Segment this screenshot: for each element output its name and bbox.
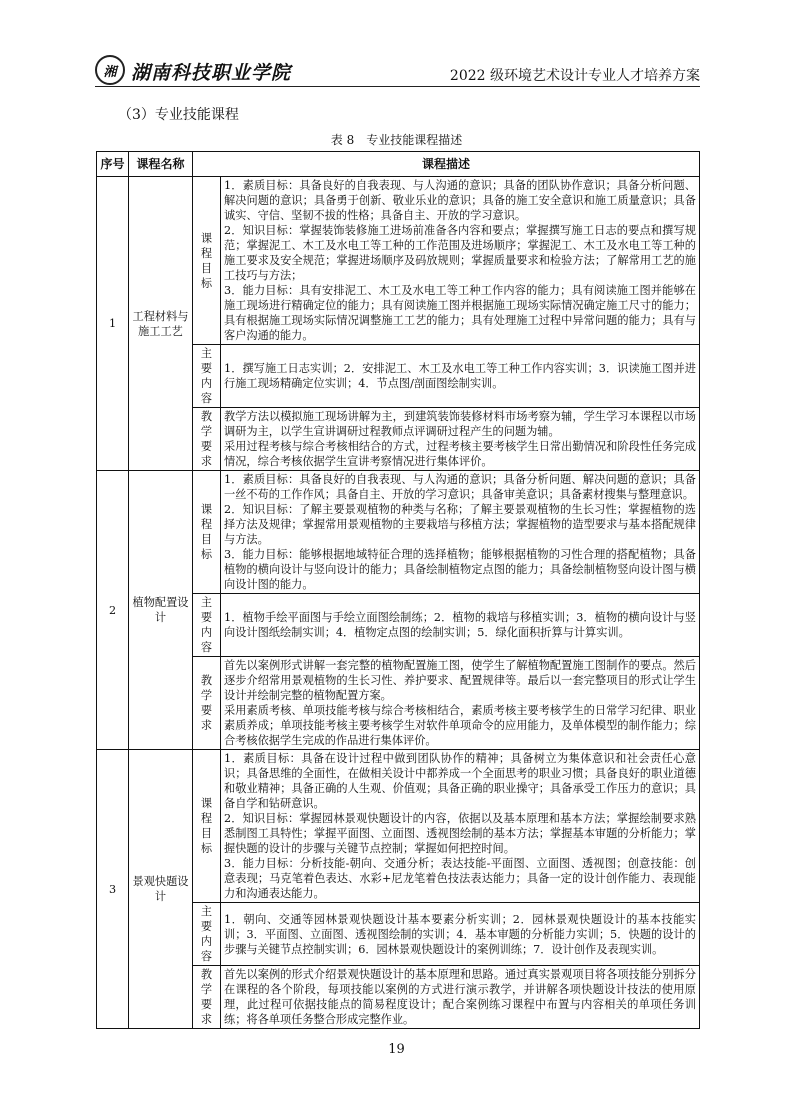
- header-name: 课程名称: [129, 152, 193, 177]
- course-goal: [221, 177, 700, 345]
- header-desc: 课程描述: [193, 152, 700, 177]
- table-caption: 表 8 专业技能课程描述: [330, 133, 463, 147]
- req-label: 教学要求: [193, 408, 221, 471]
- goal-item: 2．知识目标：了解主要景观植物的种类与名称；了解主要景观植物的生长习性；掌握植物的选择方法及规律；掌握常用景观植物的主要栽培与移植方法；掌握植物的造型要求与基本搭配规律与方法。: [224, 503, 696, 546]
- goal-label: 课程目标: [193, 471, 221, 594]
- table-row: [97, 750, 700, 903]
- page-header: [95, 55, 700, 87]
- goal-label: 课程目标: [193, 750, 221, 903]
- course-goal: [221, 471, 700, 594]
- course-name: 工程材料与施工工艺: [129, 177, 193, 471]
- course-no: 2: [97, 471, 129, 750]
- req-item: 采用过程考核与综合考核相结合的方式，过程考核主要考核学生日常出勤情况和阶段性任务完成情况，综合考核依据学生宣讲考察情况进行集体评价。: [224, 440, 696, 468]
- section-title: （3）专业技能课程: [118, 107, 239, 123]
- req-label: 教学要求: [193, 657, 221, 750]
- content-label: 主要内容: [193, 903, 221, 966]
- course-goal: [221, 750, 700, 903]
- goal-item: 3．能力目标：具有安排泥工、木工及水电工等工种工作内容的能力；具有阅读施工图并能够在施工现场进行精确定位的能力；具有阅读施工图并根据施工现场实际情况确定施工尺寸的能力；具有根据施工现场实际情况调整施工工艺的能力；具有处理施工过程中异常问题的能力；具有与客户沟通的能力。: [224, 284, 696, 342]
- goal-item: 1．素质目标：具备良好的自我表现、与人沟通的意识；具备的团队协作意识；具备分析问题、解决问题的意识；具备勇于创新、敬业乐业的意识；具备的施工安全意识和施工质量意识；具备诚实、守信、坚韧不拔的性格；具备自主、开放的学习意识。: [224, 179, 696, 222]
- table-header-row: [97, 152, 700, 177]
- document-title: 2022 级环境艺术设计专业人才培养方案: [449, 68, 700, 84]
- req-item: 教学方法以模拟施工现场讲解为主，到建筑装饰装修材料市场考察为辅，学生学习本课程以市场调研为主，以学生宣讲调研过程教师点评调研过程产生的问题为辅。: [224, 410, 696, 438]
- course-table: [96, 151, 700, 1029]
- table-row: [97, 471, 700, 594]
- goal-item: 3．能力目标：能够根据地域特征合理的选择植物；能够根据植物的习性合理的搭配植物；具备植物的横向设计与竖向设计的能力；具备绘制植物定点图的能力；具备绘制植物竖向设计图与横向设计图的能力。: [224, 548, 696, 591]
- course-name: 植物配置设计: [129, 471, 193, 750]
- goal-item: 2．知识目标：掌握园林景观快题设计的内容，依据以及基本原理和基本方法；掌握绘制要求熟悉制图工具特性；掌握平面图、立面图、透视图绘制的基本方法；掌握基本审题的分析能力；掌握快题的设计的步骤与关键节点控制；掌握如何把控时间。: [224, 812, 696, 855]
- course-content: 1．植物手绘平面图与手绘立面图绘制练；2．植物的栽培与移植实训；3．植物的横向设计与竖向设计图纸绘制实训；4．植物定点图的绘制实训；5．绿化面积折算与计算实训。: [221, 594, 700, 657]
- goal-item: 1．素质目标：具备在设计过程中做到团队协作的精神；具备树立为集体意识和社会责任心意识；具备思维的全面性，在做相关设计中都养成一个全面思考的职业习惯；具备良好的职业道德和敬业精神；具备正确的人生观、价值观；具备正确的职业操守；具备承受工作压力的意识；具备自学和钻研意识。: [224, 752, 696, 810]
- req-item: 首先以案例的形式介绍景观快题设计的基本原理和思路。通过真实景观项目将各项技能分别拆分在课程的各个阶段，每项技能以案例的方式进行演示教学，并讲解各项快题设计技法的使用原理，此过程可依据技能点的简易程度设计；配合案例练习课程中布置与内容相关的单项任务训练；将各单项任务整合形成完整作业。: [224, 968, 696, 1026]
- req-item: 采用素质考核、单项技能考核与综合考核相结合，素质考核主要考核学生的日常学习纪律、职业素质养成；单项技能考核主要考核学生对软件单项命令的应用能力，及单体模型的制作能力；综合考核依据学生完成的作品进行集体评价。: [224, 704, 696, 747]
- table-row: [97, 177, 700, 345]
- course-requirement: [221, 657, 700, 750]
- course-requirement: [221, 408, 700, 471]
- course-no: 3: [97, 750, 129, 1029]
- school-logo-icon: 湘: [95, 55, 125, 85]
- page-number: 19: [388, 1042, 405, 1057]
- course-name: 景观快题设计: [129, 750, 193, 1029]
- req-item: 首先以案例形式讲解一套完整的植物配置施工图，使学生了解植物配置施工图制作的要点。然后逐步介绍常用景观植物的生长习性、养护要求、配置规律等。最后以一套完整项目的形式让学生设计并绘制完整的植物配置方案。: [224, 659, 696, 702]
- goal-item: 1．素质目标：具备良好的自我表现、与人沟通的意识；具备分析问题、解决问题的意识；具备一丝不苟的工作作风；具备自主、开放的学习意识；具备审美意识；具备素材搜集与整理意识。: [224, 473, 696, 501]
- goal-item: 3．能力目标：分析技能-朝向、交通分析；表达技能-平面图、立面图、透视图；创意技能：创意表现；马克笔着色表达、水彩+尼龙笔着色技法表达能力；具备一定的设计创作能力、表现能力和沟通表达能力。: [224, 857, 696, 900]
- course-content: 1．朝向、交通等园林景观快题设计基本要素分析实训；2．园林景观快题设计的基本技能实训；3．平面图、立面图、透视图绘制的实训；4．基本审题的分析能力实训；5．快题的设计的步骤与关键节点控制实训；6．园林景观快题设计的案例训练；7．设计创作及表现实训。: [221, 903, 700, 966]
- course-content: 1．撰写施工日志实训；2．安排泥工、木工及水电工等工种工作内容实训；3．识读施工图并进行施工现场精确定位实训；4．节点图/剖面图绘制实训。: [221, 345, 700, 408]
- header-rule: [95, 86, 700, 87]
- school-name: 湖南科技职业学院: [131, 62, 292, 84]
- content-label: 主要内容: [193, 594, 221, 657]
- content-label: 主要内容: [193, 345, 221, 408]
- goal-label: 课程目标: [193, 177, 221, 345]
- header-no: 序号: [97, 152, 129, 177]
- course-no: 1: [97, 177, 129, 471]
- goal-item: 2．知识目标：掌握装饰装修施工进场前准备各内容和要点；掌握撰写施工日志的要点和撰写规范；掌握泥工、木工及水电工等工种的工作范围及进场顺序；掌握泥工、木工及水电工等工种的施工要求及安全规范；掌握进场顺序及码放规则；掌握质量要求和检验方法；了解常用工艺的施工技巧与方法；: [224, 224, 696, 282]
- req-label: 教学要求: [193, 966, 221, 1029]
- course-requirement: [221, 966, 700, 1029]
